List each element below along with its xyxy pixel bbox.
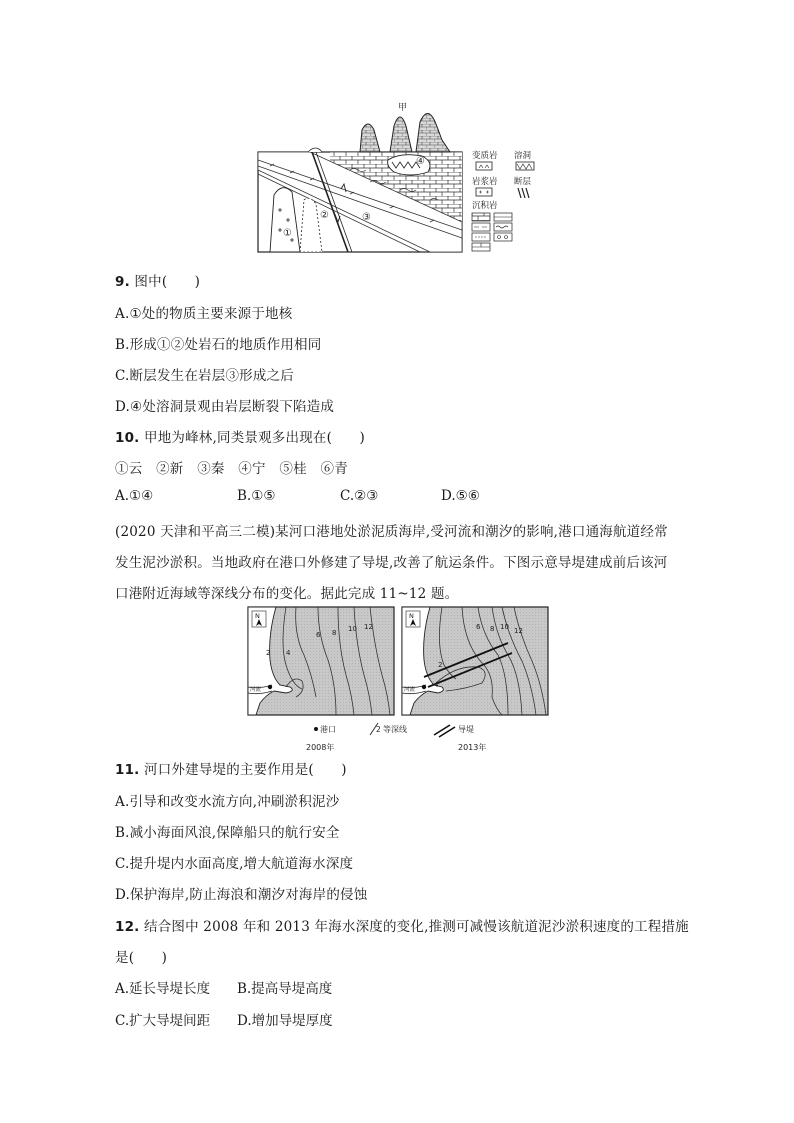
map-2008 [248,607,394,715]
svg-text:港口: 港口 [320,725,336,734]
svg-text:2: 2 [376,725,381,734]
q12-option-a[interactable]: A.延长导堤长度 [115,981,211,997]
svg-text:8: 8 [332,629,337,637]
label-4: ④ [416,156,425,167]
isobath-svg [246,605,550,753]
q11-stem [115,758,347,778]
passage-line-2: 发生泥沙淤积。当地政府在港口外修建了导堤,改善了航运条件。下图示意导堤建成前后该河 [115,555,668,571]
q11-number: 11. [115,762,140,778]
q11-stem-text: 河口外建导堤的主要作用是( ) [139,762,347,778]
q10-choices: ①云 ②新 ③秦 ④宁 ⑤桂 ⑥青 [115,461,348,477]
q9-stem-text: 图中( ) [129,274,201,290]
svg-text:N: N [409,612,414,620]
svg-text:2013年: 2013年 [458,743,487,752]
q10-stem-text: 甲地为峰林,同类景观多出现在( ) [139,430,365,446]
q12-option-d[interactable]: D.增加导堤厚度 [237,1013,333,1029]
svg-text:8: 8 [490,625,495,633]
svg-text:等深线: 等深线 [383,725,407,734]
label-3: ③ [362,212,371,223]
svg-text:10: 10 [348,625,357,633]
q11-option-a[interactable]: A.引导和改变水流方向,冲刷淤积泥沙 [115,794,340,810]
q9-option-c[interactable]: C.断层发生在岩层③形成之后 [115,368,294,384]
map-2013 [402,607,548,715]
svg-text:河流: 河流 [250,687,262,693]
q10-option-c[interactable]: C.②③ [340,488,379,504]
label-2: ② [320,210,329,221]
q9-option-a[interactable]: A.①处的物质主要来源于地核 [115,306,293,322]
q12-stem-continued: 是( ) [115,950,168,966]
svg-text:2: 2 [438,661,443,669]
q12-option-b[interactable]: B.提高导堤高度 [237,981,333,997]
svg-text:溶洞: 溶洞 [514,151,532,161]
svg-text:沉积岩: 沉积岩 [472,201,498,211]
q10-stem [115,426,365,446]
q11-option-b[interactable]: B.减小海面风浪,保障船只的航行安全 [115,825,340,841]
svg-text:12: 12 [514,627,523,635]
svg-text:断层: 断层 [514,177,532,187]
q12-stem-text: 结合图中 2008 年和 2013 年海水深度的变化,推测可减慢该航道泥沙淤积速度的工程措施 [139,919,689,935]
svg-text:2: 2 [266,649,271,657]
svg-text:变质岩: 变质岩 [472,151,498,161]
svg-text:河流: 河流 [404,687,416,693]
q9-option-d[interactable]: D.④处溶洞景观由岩层断裂下陷造成 [115,399,335,415]
geology-section-svg [250,100,550,260]
svg-text:导堤: 导堤 [458,725,474,734]
svg-text:4: 4 [286,649,291,657]
svg-text:岩浆岩: 岩浆岩 [472,177,498,187]
passage-line-3: 口港附近海域等深线分布的变化。据此完成 11~12 题。 [115,586,459,602]
q11-option-c[interactable]: C.提升堤内水面高度,增大航道海水深度 [115,856,354,872]
q12-stem [115,915,689,935]
passage-line-1: (2020 天津和平高三二模)某河口港地处淤泥质海岸,受河流和潮汐的影响,港口通海航道经常 [115,524,668,540]
karst-peaks [360,113,450,152]
q12-option-c[interactable]: C.扩大导堤间距 [115,1013,211,1029]
svg-text:6: 6 [316,631,321,639]
svg-text:2008年: 2008年 [306,743,335,752]
isobath-legend [306,723,486,752]
geology-figure [250,100,550,260]
port-2013 [422,685,426,689]
q11-option-d[interactable]: D.保护海岸,防止海浪和潮汐对海岸的侵蚀 [115,887,368,903]
q9-option-b[interactable]: B.形成①②处岩石的地质作用相同 [115,337,322,353]
svg-text:4: 4 [434,681,439,689]
geology-legend [472,150,534,251]
q10-option-a[interactable]: A.①④ [115,488,154,504]
port-2008 [268,685,272,689]
q10-number: 10. [115,430,140,446]
q10-option-b[interactable]: B.①⑤ [237,488,276,504]
label-jia: 甲 [398,103,408,113]
svg-text:12: 12 [364,623,373,631]
isobath-figure [246,605,550,753]
svg-text:10: 10 [500,623,509,631]
svg-text:6: 6 [476,623,481,631]
label-1: ① [283,228,292,239]
svg-text:N: N [255,612,260,620]
q10-option-d[interactable]: D.⑤⑥ [441,488,480,504]
q9-number: 9. [115,274,130,290]
q12-number: 12. [115,919,140,935]
q9-stem [115,270,200,290]
